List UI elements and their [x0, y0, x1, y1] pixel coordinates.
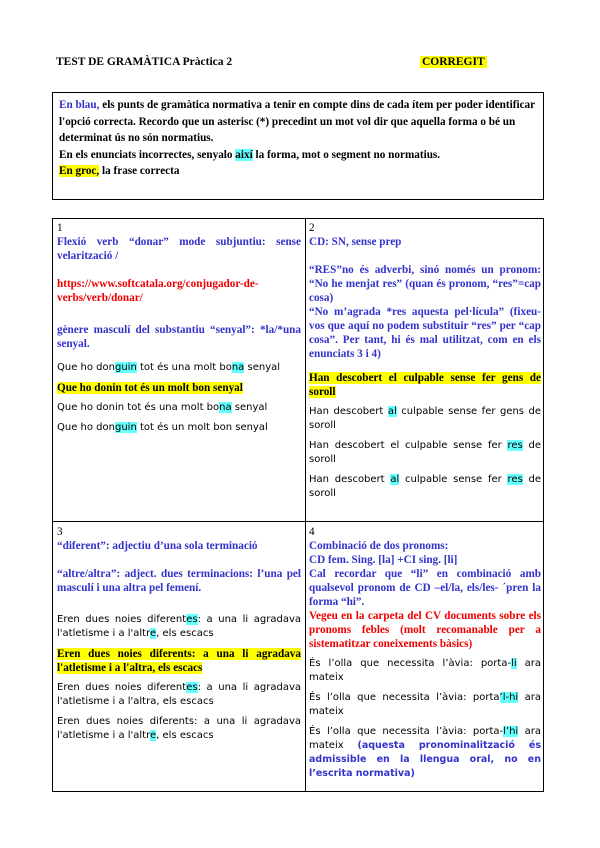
- item-number: 2: [309, 222, 315, 234]
- option-3: Que ho donin tot és una molt bona senyal: [57, 402, 268, 413]
- intro-line-2: En els enunciats incorrectes, senyalo així la forma, mot o segment no normatius.: [59, 148, 441, 161]
- correct-option: Que ho donin tot és un molt bon senyal: [57, 382, 243, 394]
- status-badge: CORREGIT: [422, 56, 485, 68]
- document-title: TEST DE GRAMÀTICA Pràctica 2: [56, 56, 233, 68]
- option-1: Eren dues noies diferentes: a una li agradava l'atletisme i a l'altre, els escacs: [57, 614, 302, 639]
- intro-line-3: En groc, la frase correcta: [59, 165, 180, 177]
- row-divider: [53, 521, 543, 522]
- grammar-rule: gènere masculí del substantiu “senyal”: *la/*una senyal.: [57, 324, 301, 350]
- reference-link[interactable]: https://www.softcatala.org/conjugador-de-verbs/verb/donar/: [57, 278, 259, 304]
- option-3: Eren dues noies diferentes: a una li agradava l'atletisme i a l'altra, els escacs: [57, 682, 302, 707]
- grammar-rule: “altre/altra”: adject. dues terminacions: l’una pel masculí i una altra pel femení.: [57, 568, 301, 594]
- correct-option: Han descobert el culpable sense fer gens de soroll: [309, 372, 541, 398]
- item-4: [309, 525, 541, 781]
- item-number: 1: [57, 222, 63, 234]
- item-3: [57, 525, 301, 743]
- option-3: Han descobert el culpable sense fer res de soroll: [309, 440, 541, 465]
- intro-line-1: En blau, els punts de gramàtica normativa a tenir en compte dins de cada ítem per poder identificar l'opció correcta. Recordo que un asterisc (*) precedint un mot vol dir que aquella forma o bé un determinat ús no són normatius.: [59, 99, 535, 144]
- option-2: És l’olla que necessita l’àvia: porta’l-hi ara mateix: [309, 692, 542, 717]
- instructions-box: [52, 92, 544, 200]
- grammar-rule: Flexió verb “donar” mode subjuntiu: sense velarització /: [57, 236, 301, 262]
- option-1: Que ho donguin tot és una molt bona senyal: [57, 362, 281, 373]
- option-4: Eren dues noies diferents: a una li agradava l'atletisme i a l'altre, els escacs: [57, 716, 301, 741]
- item-1: [57, 221, 301, 435]
- column-divider: [305, 219, 306, 791]
- grammar-rule: Cal recordar que “li” en combinació amb qualsevol pronom de CD –el/la, els/les- ´pren la forma “hi”.: [309, 568, 541, 608]
- grammar-rule: “diferent”: adjectiu d’una sola terminació: [57, 540, 258, 552]
- grammar-rule: CD fem. Sing. [la] +CI sing. [li]: [309, 554, 458, 566]
- option-4: Han descobert al culpable sense fer res de soroll: [309, 474, 542, 499]
- correct-option: Eren dues noies diferents: a una li agradava l'atletisme i a l'altra, els escacs: [57, 648, 301, 674]
- option-3: És l’olla que necessita l’àvia: porta-l’hi ara mateix (aquesta pronominalització és admissible en la llengua oral, no en l’escrita normativa): [309, 726, 542, 779]
- grammar-rule: CD: SN, sense prep: [309, 236, 402, 248]
- usage-note: (aquesta pronominalització és admissible en la llengua oral, no en l’escrita normativa): [309, 740, 541, 779]
- item-number: 3: [57, 526, 63, 538]
- option-2: Han descobert al culpable sense fer gens de soroll: [309, 406, 542, 431]
- grammar-rule: “RES”no és adverbi, sinó només un pronom: “No he menjat res” (quan és pronom, “res”=cap cosa): [309, 264, 541, 304]
- grammar-rule: Combinació de dos pronoms:: [309, 540, 449, 552]
- reference-note: Vegeu en la carpeta del CV documents sobre els pronoms febles (molt recomanable per a sistematitzar coneixements bàsics): [309, 610, 541, 650]
- item-number: 4: [309, 526, 315, 538]
- item-2: [309, 221, 541, 501]
- option-1: És l’olla que necessita l’àvia: porta-li ara mateix: [309, 658, 541, 683]
- grammar-rule: “No m’agrada *res aquesta pel·lícula” (fixeu-vos que aquí no podem substituir “res” per “cap cosa”. Per tant, hi és mal utilitzat, com en els enunciats 3 i 4): [309, 306, 541, 360]
- option-4: Que ho donguin tot és un molt bon senyal: [57, 422, 268, 433]
- exercise-table: [52, 218, 544, 792]
